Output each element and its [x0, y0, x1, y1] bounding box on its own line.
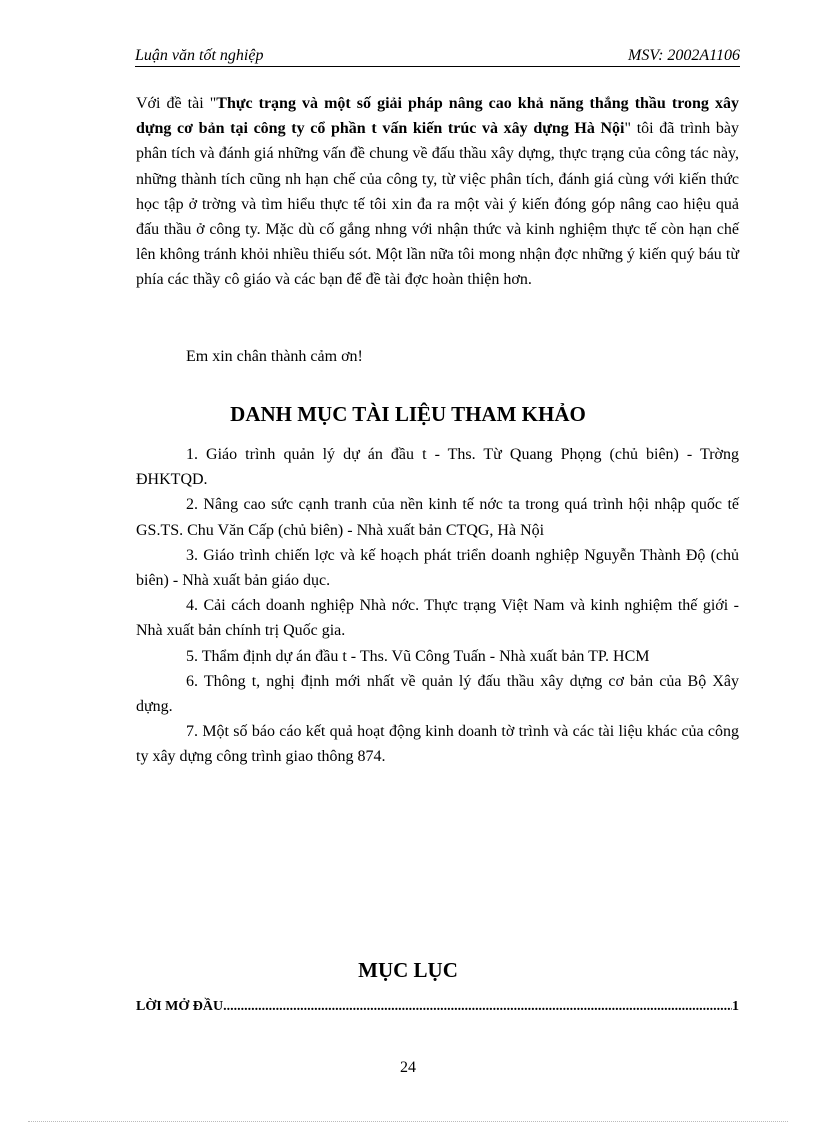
reference-item: 2. Nâng cao sức cạnh tranh của nền kinh tế nớc ta trong quá trình hội nhập quốc tế GS.TS. Chu Văn Cấp (chủ biên) - Nhà xuất bản CTQG, Hà Nội	[136, 496, 739, 539]
reference-item: 3. Giáo trình chiến lợc và kế hoạch phát triển doanh nghiệp Nguyễn Thành Độ (chủ biên) - Nhà xuất bản giáo dục.	[136, 546, 739, 590]
header-thesis-label: Luận văn tốt nghiệp	[135, 47, 264, 64]
reference-item: 7. Một số báo cáo kết quả hoạt động kinh doanh tờ trình và các tài liệu khác của công ty xây dựng công trình giao thông 874.	[136, 723, 739, 766]
toc-entry[interactable]	[136, 999, 739, 1015]
page-header	[135, 46, 740, 67]
intro-paragraph	[136, 91, 739, 293]
intro-text: " tôi đã trình bày phân tích và đánh giá những vấn đề chung về đấu thầu xây dựng, thực trạng của công tác này, những thành tích cũng nh hạn chế của công ty, từ việc phân tích, đánh giá cùng với kiến thức học tập ở trờng và tìm hiểu thực tế tôi xin đa ra một vài ý kiến đóng góp nâng cao hiệu quả đấu thầu ở công ty. Mặc dù cố gắng nhng với nhận thức và kinh nghiệm thực tế còn hạn chế lên không tránh khỏi nhiều thiếu sót. Một lần nữa tôi mong nhận đợc những ý kiến quý báu từ phía các thầy cô giáo và các bạn để đề tài đợc hoàn thiện hơn.	[136, 120, 739, 289]
toc-entry-page: 1	[732, 999, 739, 1014]
references-list	[136, 442, 739, 770]
reference-item: 1. Giáo trình quản lý dự án đầu t - Ths. Từ Quang Phọng (chủ biên) - Trờng ĐHKTQD.	[136, 446, 739, 489]
header-student-id: MSV: 2002A1106	[628, 47, 740, 64]
reference-item: 4. Cải cách doanh nghiệp Nhà nớc. Thực trạng Việt Nam và kinh nghiệm thế giới - Nhà xuất bản chính trị Quốc gia.	[136, 597, 739, 640]
thesis-title: Thực trạng và một số giải pháp nâng cao khả năng thắng thầu trong xây dựng cơ bản tại công ty cổ phần t vấn kiến trúc và xây dựng Hà Nội	[136, 95, 739, 138]
reference-item: 6. Thông t, nghị định mới nhất về quản lý đấu thầu xây dựng cơ bản của Bộ Xây dựng.	[136, 672, 739, 716]
references-heading: DANH MỤC TÀI LIỆU THAM KHẢO	[230, 402, 586, 426]
toc-leader-dots	[223, 999, 732, 1015]
page-number: 24	[400, 1059, 416, 1076]
toc-heading: MỤC LỤC	[358, 958, 458, 982]
toc-entry-label: LỜI MỞ ĐẦU	[136, 999, 224, 1014]
intro-prefix: Với đề tài "	[136, 95, 217, 112]
reference-item: 5. Thẩm định dự án đầu t - Ths. Vũ Công Tuấn - Nhà xuất bản TP. HCM	[186, 647, 650, 665]
thanks-line: Em xin chân thành cảm ơn!	[186, 348, 363, 365]
page-bottom-border	[28, 1121, 788, 1122]
